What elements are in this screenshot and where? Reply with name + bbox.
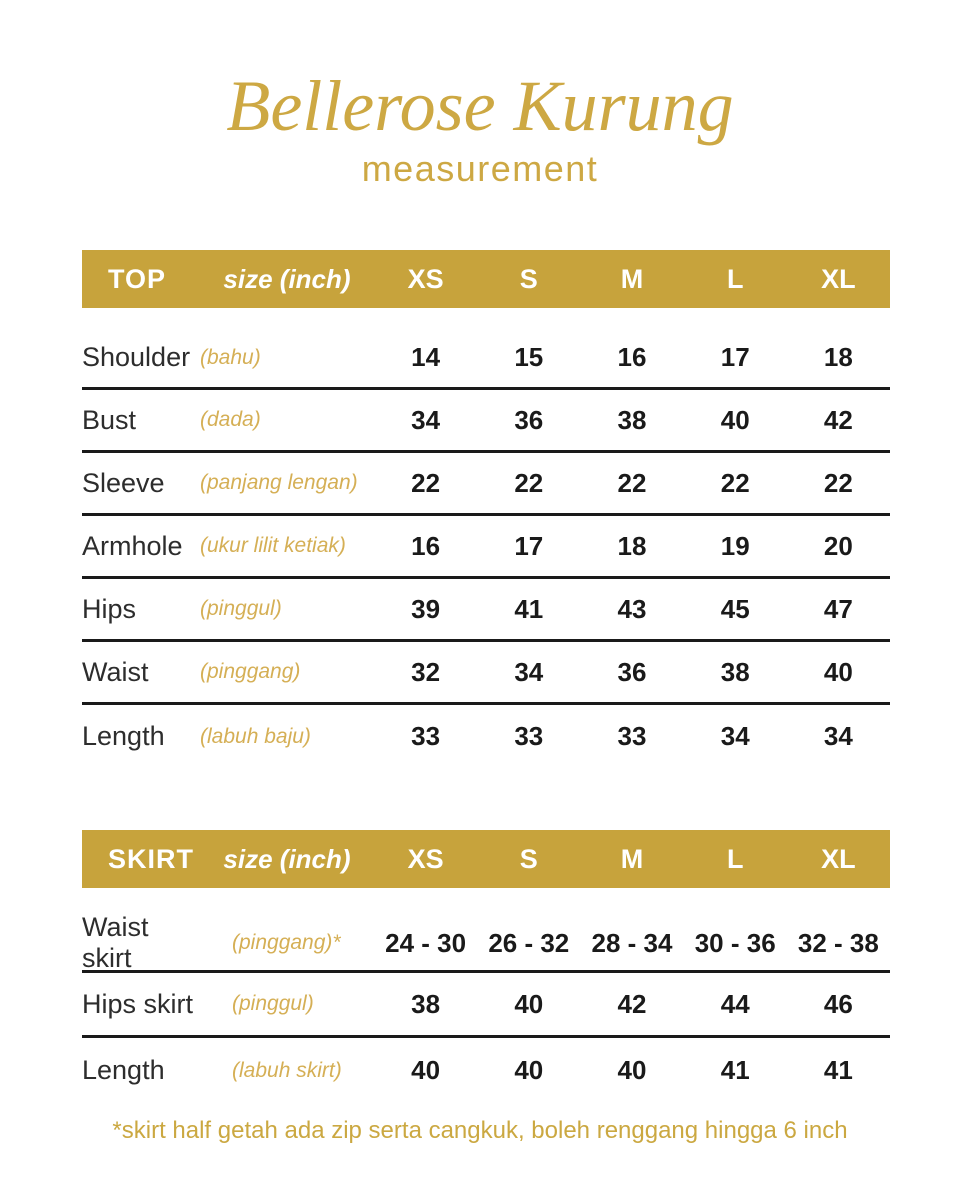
row-malay-label: (labuh skirt) <box>232 1058 342 1082</box>
row-label: Armhole <box>82 530 183 561</box>
value-xs: 24 - 30 <box>385 927 467 958</box>
skirt-table-header-bar <box>82 830 890 888</box>
value-l: 38 <box>720 656 750 687</box>
value-l: 41 <box>720 1055 750 1085</box>
top-size-m: M <box>620 263 644 294</box>
value-xl: 18 <box>823 342 853 372</box>
top-table-rows <box>82 308 890 768</box>
top-size-xs: XS <box>407 263 444 294</box>
value-l: 44 <box>720 988 750 1019</box>
row-malay-label: (pinggul) <box>200 597 282 620</box>
value-xs: 34 <box>411 404 441 435</box>
row-label: Length <box>82 721 165 751</box>
skirt-footnote: *skirt half getah ada zip serta cangkuk, boleh renggang hingga 6 inch <box>112 1117 848 1144</box>
skirt-size-s: S <box>519 843 538 874</box>
value-l: 40 <box>720 404 750 435</box>
value-xs: 39 <box>411 593 441 624</box>
value-s: 34 <box>514 656 544 687</box>
value-xl: 41 <box>823 1055 853 1085</box>
value-xs: 16 <box>411 530 441 561</box>
value-xs: 22 <box>411 467 441 498</box>
value-m: 38 <box>617 404 647 435</box>
value-xl: 47 <box>823 593 853 624</box>
row-label: Hips <box>82 593 137 624</box>
top-table-title: TOP <box>108 263 167 294</box>
row-label: Shoulder <box>82 342 191 372</box>
value-m: 28 - 34 <box>591 927 673 958</box>
value-xl: 42 <box>823 404 853 435</box>
row-malay-label: (bahu) <box>200 345 261 369</box>
table-row-armhole <box>82 516 890 579</box>
value-m: 16 <box>617 342 647 372</box>
value-m: 42 <box>617 988 647 1019</box>
value-l: 34 <box>720 721 750 751</box>
row-label: Length <box>82 1055 165 1085</box>
value-xl: 22 <box>823 467 853 498</box>
value-m: 43 <box>617 593 647 624</box>
skirt-size-unit-label: size (inch) <box>223 843 351 874</box>
skirt-table-title: SKIRT <box>108 843 194 874</box>
table-row-length <box>82 705 890 768</box>
table-row-hips <box>82 579 890 642</box>
value-xs: 33 <box>411 721 441 751</box>
top-measurement-table <box>82 250 890 768</box>
row-label: Hips skirt <box>82 988 194 1019</box>
table-row-bust <box>82 390 890 453</box>
value-xl: 34 <box>823 721 853 751</box>
value-xl: 46 <box>823 988 853 1019</box>
value-m: 22 <box>617 467 647 498</box>
table-row-waist <box>82 642 890 705</box>
value-m: 36 <box>617 656 647 687</box>
skirt-table-rows <box>82 888 890 1103</box>
table-row-shoulder <box>82 308 890 390</box>
value-m: 40 <box>617 1055 647 1085</box>
value-m: 33 <box>617 721 647 751</box>
row-malay-label: (dada) <box>200 408 261 431</box>
value-s: 40 <box>514 988 544 1019</box>
value-xl: 32 - 38 <box>797 927 879 958</box>
page-title: Bellerose Kurung <box>226 66 734 146</box>
value-s: 17 <box>514 530 544 561</box>
row-malay-label: (pinggang)* <box>232 931 341 954</box>
top-size-s: S <box>519 263 538 294</box>
value-s: 40 <box>514 1055 544 1085</box>
value-s: 22 <box>514 467 544 498</box>
value-l: 45 <box>720 593 750 624</box>
top-size-xl: XL <box>821 263 856 294</box>
table-row-hips-skirt <box>82 973 890 1038</box>
row-label: Bust <box>82 404 137 435</box>
value-l: 22 <box>720 467 750 498</box>
value-xs: 32 <box>411 656 441 687</box>
value-s: 33 <box>514 721 544 751</box>
value-l: 17 <box>720 342 750 372</box>
row-malay-label: (ukur lilit ketiak) <box>200 534 346 557</box>
skirt-measurement-table <box>82 830 890 1103</box>
row-malay-label: (panjang lengan) <box>200 471 358 494</box>
value-xl: 40 <box>823 656 853 687</box>
skirt-size-l: L <box>726 843 744 874</box>
value-xs: 40 <box>411 1055 441 1085</box>
row-label: Sleeve <box>82 467 165 498</box>
row-malay-label: (pinggul) <box>232 992 314 1015</box>
row-label: Waist <box>82 656 149 687</box>
value-l: 19 <box>720 530 750 561</box>
page-subtitle: measurement <box>361 148 599 189</box>
value-s: 26 - 32 <box>488 927 570 958</box>
tables-area <box>82 250 890 1103</box>
skirt-size-xs: XS <box>407 843 444 874</box>
row-malay-label: (labuh baju) <box>200 724 311 748</box>
value-xs: 14 <box>411 342 441 372</box>
row-malay-label: (pinggang) <box>200 660 301 683</box>
value-s: 41 <box>514 593 544 624</box>
value-xl: 20 <box>823 530 853 561</box>
row-label: Waist skirt <box>82 912 149 973</box>
value-xs: 38 <box>411 988 441 1019</box>
table-row-length <box>82 1038 890 1103</box>
value-s: 15 <box>514 342 544 372</box>
top-table-header-bar <box>82 250 890 308</box>
skirt-size-m: M <box>620 843 644 874</box>
value-s: 36 <box>514 404 544 435</box>
skirt-size-xl: XL <box>821 843 856 874</box>
top-size-unit-label: size (inch) <box>223 263 351 294</box>
top-size-l: L <box>726 263 744 294</box>
value-l: 30 - 36 <box>694 927 776 958</box>
value-m: 18 <box>617 530 647 561</box>
table-row-sleeve <box>82 453 890 516</box>
table-row-waist-skirt <box>82 888 890 973</box>
